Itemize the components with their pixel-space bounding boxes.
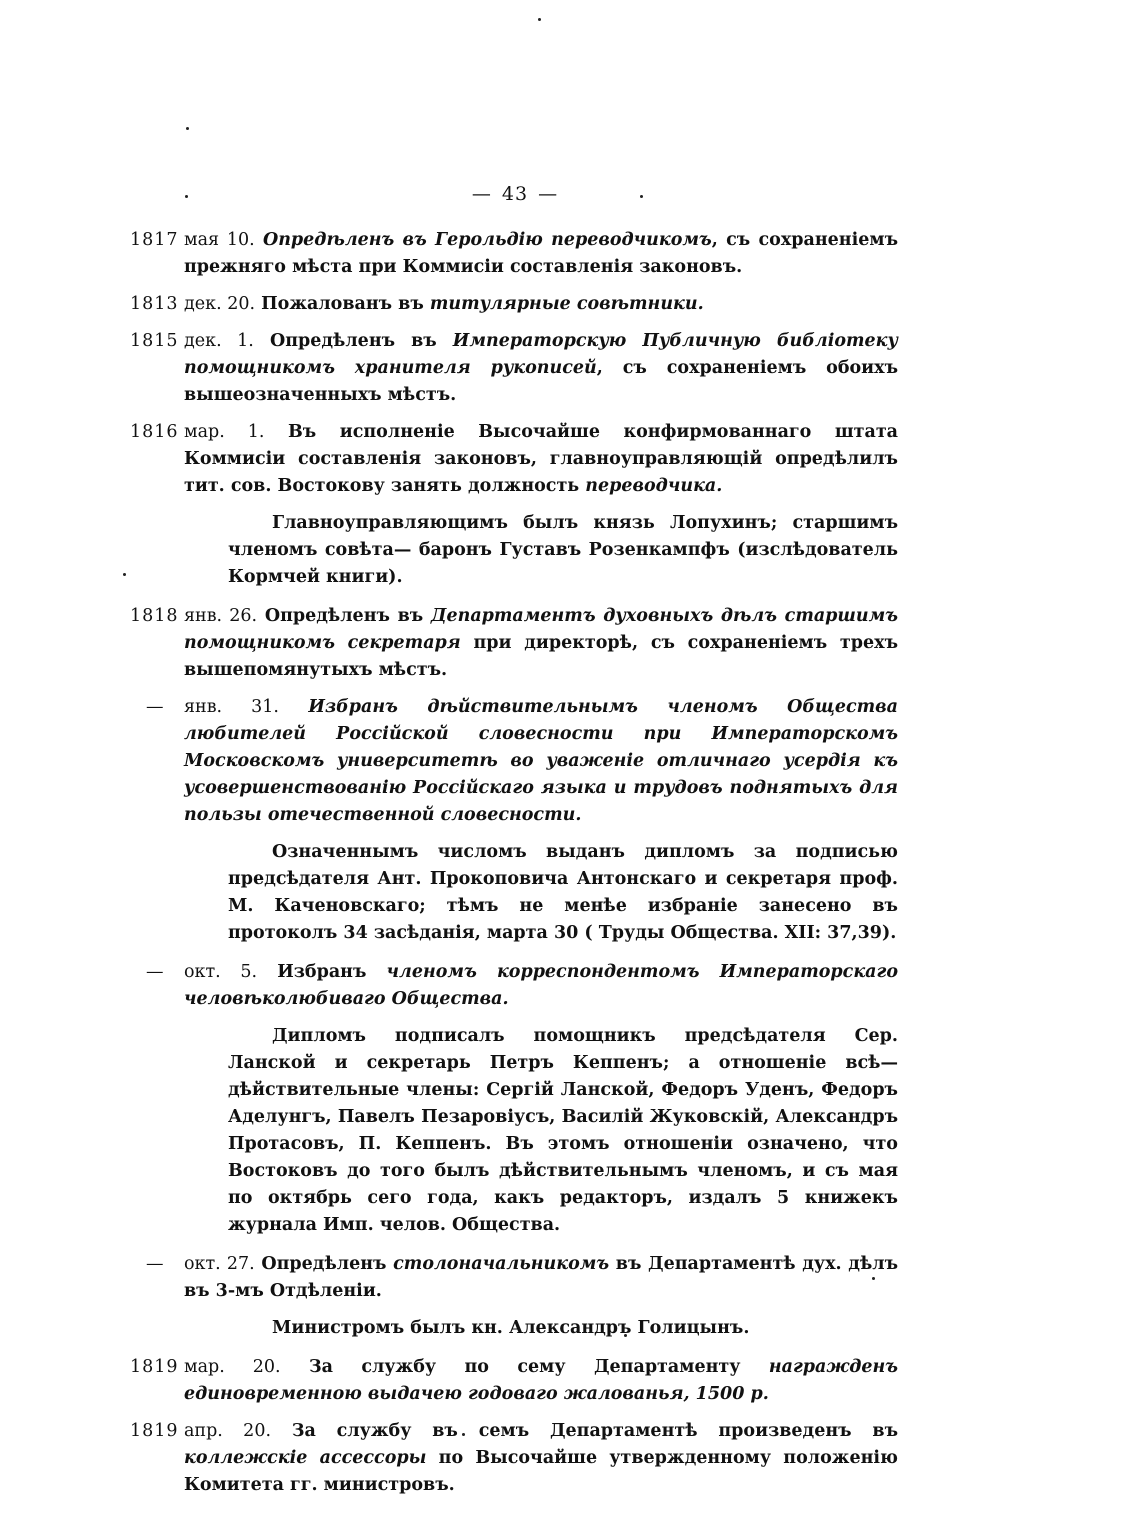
entry-text-continued: по Высочайше утвержденному положенію Комитета гг. министровъ. [184,1448,898,1495]
entry-text: Опредѣленъ въ [264,606,424,626]
entry-1818-jan-26 [128,603,898,684]
scan-speck [185,195,188,198]
entry-year: 1817 [130,230,179,250]
entry-year: 1813 [130,294,179,314]
entry-text: Опредѣленъ въ [269,331,437,351]
entry-text-continued: , съ сохраненіемъ обоихъ вышеозначенныхъ мѣстъ. [184,358,898,405]
entry-date: апр. 20. [184,1421,272,1441]
entry-text-continued: въ Департаментѣ дух. дѣлъ въ 3-мъ Отдѣленіи. [184,1254,899,1301]
entry-italic: титулярные совѣтники. [429,294,704,314]
entry-text: За службу въ семъ Департаментѣ произведенъ въ [291,1421,898,1441]
entry-1816 [128,419,898,500]
entry-1815 [128,328,898,409]
entry-italic: Опредѣленъ въ Герольдію переводчикомъ [262,230,712,250]
entry-date: янв. 26. [184,606,258,626]
entry-text: Избранъ [277,962,367,982]
entry-italic: членомъ корреспондентомъ Императорскаго человѣколюбиваго Общества. [184,962,899,1009]
entry-year: 1816 [130,422,179,442]
entry-1819-apr-20 [128,1418,898,1499]
entry-italic: переводчика. [585,476,723,496]
chronicle-entries [128,227,898,1509]
entry-italic: Императорскую Публичную библіотеку помощникомъ хранителя рукописей [184,331,898,378]
entry-date: мая 10. [184,230,255,250]
entry-1819-mar-20 [128,1354,898,1408]
entry-date: мар. 1. [184,422,265,442]
page-number [0,183,1030,205]
entry-year: 1815 [130,331,179,351]
entry-italic: коллежскіе ассессоры [184,1448,427,1468]
entry-1813 [128,291,898,318]
scan-speck [123,573,126,576]
entry-date: мар. 20. [184,1357,281,1377]
entry-italic: столоначальникомъ [393,1254,610,1274]
entry-1818-oct-27 [128,1251,898,1305]
entry-date: дек. 20. [184,294,256,314]
entry-dash: — [146,962,164,982]
scan-speck [640,195,643,198]
scan-speck [186,127,189,130]
entry-italic: Избранъ дѣйствительнымъ членомъ Общества любителей Россійской словесности при Императорскомъ Московскомъ университетѣ во уваженіе отличнаго усердія къ усовершенствованію Россійскаго языка и трудовъ поднятыхъ для пользы отечественной словесности. [184,697,899,825]
page-number-value: 43 [501,183,529,205]
entry-text: , съ сохраненіемъ прежняго мѣста при Коммисіи составленія законовъ. [184,230,898,277]
note-1818-oct-5: Дипломъ подписалъ помощникъ предсѣдателя Сер. Ланской и секретарь Петръ Кеппенъ; а отношеніе всѣ—дѣйствительные члены: Сергій Ланской, Федоръ Уденъ, Федоръ Аделунгъ, Павелъ Пезаровіусъ, Василій Жуковскій, Александръ Протасовъ, П. Кеппенъ. Въ этомъ отношеніи означено, что Востоковъ до того былъ дѣйствительнымъ членомъ, и съ мая по октябрь сего года, какъ редакторъ, издалъ 5 книжекъ журнала Имп. челов. Общества. [228,1026,898,1235]
entry-text: Въ исполненіе Высочайше конфирмованнаго штата Коммисіи составленія законовъ, главноуправляющій опредѣлилъ тит. сов. Востокову занять должность [184,422,899,496]
entry-date: окт. 5. [184,962,258,982]
entry-text-continued: при директорѣ, съ сохраненіемъ трехъ вышепомянутыхъ мѣстъ. [184,633,898,680]
entry-date: янв. 31. [184,697,279,717]
entry-text: Пожалованъ въ [261,294,424,314]
entry-1818-oct-5 [128,959,898,1013]
entry-year: 1819 [130,1421,179,1441]
note-1818-jan-31: Означеннымъ числомъ выданъ дипломъ за подписью предсѣдателя Ант. Прокоповича Антонскаго и секретаря проф. М. Каченовскаго; тѣмъ не менѣе избраніе занесено въ протоколъ 34 засѣданія, марта 30 ( Труды Общества. XII: 37,39). [228,842,898,943]
entry-text: Опредѣленъ [261,1254,387,1274]
entry-1818-jan-31 [128,694,898,829]
entry-1817 [128,227,898,281]
page-number-dash-right: — [538,183,559,205]
entry-date: окт. 27. [184,1254,255,1274]
entry-italic: награжденъ единовременною выдачею годоваго жалованья, 1500 р. [184,1357,899,1404]
page-number-dash-left: — [471,183,492,205]
entry-year: 1819 [130,1357,179,1377]
note-1816: Главноуправляющимъ былъ князь Лопухинъ; старшимъ членомъ совѣта— баронъ Густавъ Розенкампфъ (изслѣдователь Кормчей книги). [228,513,898,587]
entry-italic: Департаментъ духовныхъ дѣлъ старшимъ помощникомъ секретаря [184,606,899,653]
entry-text: За службу по сему Департаменту [308,1357,741,1377]
entry-year: 1818 [130,606,179,626]
entry-date: дек. 1. [184,331,254,351]
note-1818-oct-27: Министромъ былъ кн. Александръ Голицынъ. [272,1318,750,1338]
entry-dash: — [146,697,164,717]
scan-speck [538,18,541,21]
entry-dash: — [146,1254,164,1274]
